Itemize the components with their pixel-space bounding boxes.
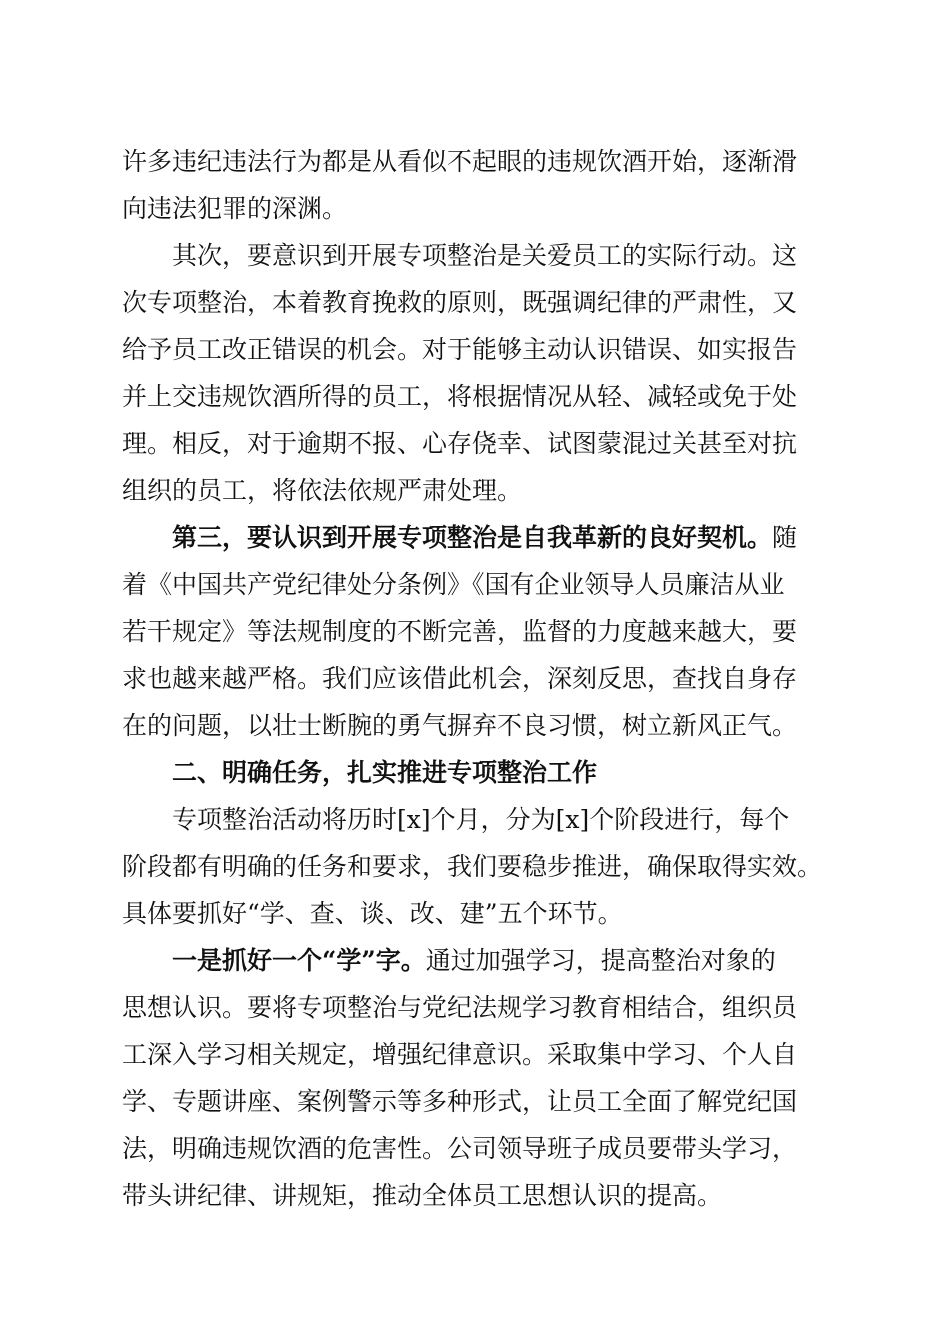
body-line-11: 若干规定》等法规制度的不断完善，监督的力度越来越大，要 [122,617,798,646]
body-line-2: 向违法犯罪的深渊。 [122,194,348,223]
body-line-3: 其次，要意识到开展专项整治是关爱员工的实际行动。这 [172,241,798,270]
body-line-15: 阶段都有明确的任务和要求，我们要稳步推进，确保取得实效。 [122,852,823,881]
body-line-21: 法，明确违规饮酒的危害性。公司领导班子成员要带头学习， [122,1134,798,1163]
body-line-20: 学、专题讲座、案例警示等多种形式，让员工全面了解党纪国 [122,1087,798,1116]
body-line-6: 并上交违规饮酒所得的员工，将根据情况从轻、减轻或免于处 [122,382,798,411]
paragraph-lead-study: 一是抓好一个“学”字。 [172,946,426,975]
body-line-1: 许多违纪违法行为都是从看似不起眼的违规饮酒开始，逐渐滑 [122,147,798,176]
paragraph-continuation: 通过加强学习，提高整治对象的 [425,946,776,975]
body-line-19: 工深入学习相关规定，增强纪律意识。采取集中学习、个人自 [122,1040,798,1069]
section-heading: 二、明确任务，扎实推进专项整治工作 [172,758,598,787]
body-line-22: 带头讲纪律、讲规矩，推动全体员工思想认识的提高。 [122,1181,723,1210]
paragraph-continuation: 随 [772,523,798,552]
body-line-17 [172,944,776,978]
body-line-5: 给予员工改正错误的机会。对于能够主动认识错误、如实报告 [122,335,798,364]
body-line-7: 理。相反，对于逾期不报、心存侥幸、试图蒙混过关甚至对抗 [122,429,798,458]
body-line-9 [172,521,797,555]
body-line-14: 专项整治活动将历时[x]个月，分为[x]个阶段进行，每个 [172,805,790,834]
body-line-8: 组织的员工，将依法依规严肃处理。 [122,476,523,505]
body-line-10: 着《中国共产党纪律处分条例》《国有企业领导人员廉洁从业 [122,570,785,599]
body-line-18: 思想认识。要将专项整治与党纪法规学习教育相结合，组织员 [122,993,798,1022]
body-line-4: 次专项整治，本着教育挽救的原则，既强调纪律的严肃性，又 [122,288,798,317]
body-line-13: 在的问题，以壮士断腕的勇气摒弃不良习惯，树立新风正气。 [122,711,798,740]
body-line-12: 求也越来越严格。我们应该借此机会，深刻反思，查找自身存 [122,664,798,693]
paragraph-lead-third: 第三，要认识到开展专项整治是自我革新的良好契机。 [172,523,773,552]
body-line-16: 具体要抓好“学、查、谈、改、建”五个环节。 [122,899,623,928]
